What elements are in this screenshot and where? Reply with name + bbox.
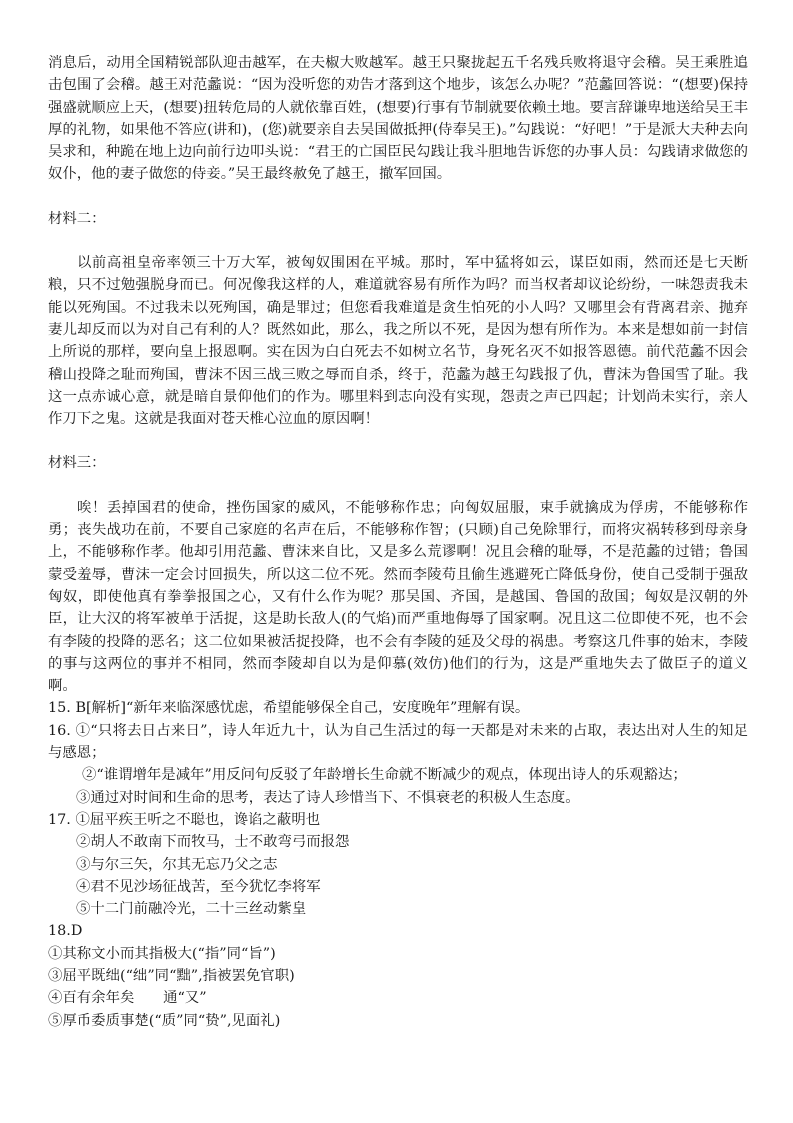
answer-17-part2: ②胡人不敢南下而牧马，士不敢弯弓而报怨 [76, 834, 350, 851]
answer-16-part3: ③通过对时间和生命的思考，表达了诗人珍惜当下、不惧衰老的积极人生态度。 [76, 789, 580, 806]
answer-18-item5: ⑤厚币委质事楚(“质”同“贽”,见面礼) [48, 1012, 281, 1029]
answer-18: 18.D [48, 923, 83, 940]
answer-17-part5: ⑤十二门前融冷光，二十三丝动紫皇 [76, 901, 307, 918]
spacer [48, 230, 748, 252]
material3-heading: 材料三： [48, 455, 106, 472]
material3-body: 唉！丢掉国君的使命，挫伤国家的威风，不能够称作忠；向匈奴屈服，束手就擒成为俘虏，不能够称作勇；丧失战功在前，不要自己家庭的名声在后，不能够称作智；(只顾)自己免除罪行，而将灾祸转移到母亲身上，不能够称作孝。他却引用范蠡、曹沫来自比，又是多么荒谬啊！况且会稽的耻辱，不是范蠡的过错；鲁国蒙受羞辱，曹沫一定会讨回损失，所以这二位不死。然而李陵苟且偷生逃避死亡降低身份，使自己受制于强敌匈奴，即使他真有拳拳报国之心，又有什么作为呢？那吴国、齐国，是越国、鲁国的敌国；匈奴是汉朝的外臣，让大汉的将军被单于活捉，这是助长敌人(的气焰)而严重地侮辱了国家啊。况且这二位即使不死，也不会有李陵的投降的恶名；这二位如果被活捉投降，也不会有李陵的延及父母的祸患。考察这几件事的始末，李陵的事与这两位的事并不相同，然而李陵却自以为是仰慕(效仿)他们的行为，这是严重地失去了做臣子的道义啊。 [48, 499, 748, 695]
spacer [48, 430, 748, 452]
answer-16-part1: 16. ①“只将去日占来日”，诗人年近九十，认为自己生活过的每一天都是对未来的占取，表达出对人生的知足与感恩； [48, 722, 748, 762]
answer-17-part4: ④君不见沙场征战苦，至今犹忆李将军 [76, 878, 321, 895]
answer-18-item1: ①其称文小而其指极大(“指”同“旨”) [48, 945, 276, 962]
material1-tail-paragraph: 消息后，动用全国精锐部队迎击越军，在夫椒大败越军。越王只聚拢起五千名残兵败将退守会稽。吴王乘胜追击包围了会稽。越王对范蠡说：“因为没听您的劝告才落到这个地步，该怎么办呢？”范蠡回答说：“(想要)保持强盛就顺应上天，(想要)扭转危局的人就依靠百姓，(想要)行事有节制就要依赖土地。要言辞谦卑地送给吴王丰厚的礼物，如果他不答应(讲和)，(您)就要亲自去吴国做抵押(侍奉吴王)。”勾践说：“好吧！”于是派大夫种去向吴求和，种跪在地上边向前行边叩头说：“君王的亡国臣民勾践让我斗胆地告诉您的办事人员：勾践请求做您的奴仆，他的妻子做您的侍妾。”吴王最终赦免了越王，撤军回国。 [48, 55, 748, 183]
answer-15: 15. B[解析]“新年来临深感忧虑，希望能够保全自己，安度晚年”理解有误。 [48, 700, 530, 717]
document-page [48, 52, 748, 1032]
answer-18-item3: ③屈平既绌(“绌”同“黜”,指被罢免官职) [48, 967, 295, 984]
answer-17-part3: ③与尔三矢，尔其无忘乃父之志 [76, 856, 278, 873]
material2-body: 以前高祖皇帝率领三十万大军，被匈奴围困在平城。那时，军中猛将如云，谋臣如雨，然而还是七天断粮，只不过勉强脱身而已。何况像我这样的人，难道就容易有所作为吗？而当权者却议论纷纷，一味怨责我未能以死殉国。不过我未以死殉国，确是罪过；但您看我难道是贪生怕死的小人吗？又哪里会有背离君亲、抛弃妻儿却反而以为对自己有利的人？既然如此，那么，我之所以不死，是因为想有所作为。本来是想如前一封信上所说的那样，要向皇上报恩啊。实在因为白白死去不如树立名节，身死名灭不如报答恩德。前代范蠡不因会稽山投降之耻而殉国，曹沫不因三战三败之辱而自杀，终于，范蠡为越王勾践报了仇，曹沫为鲁国雪了耻。我这一点赤诚心意，就是暗自景仰他们的作为。哪里料到志向没有实现，怨责之声已四起；计划尚未实行，亲人作刀下之鬼。这就是我面对苍天椎心泣血的原因啊！ [48, 255, 748, 428]
answer-17-part1: 17. ①屈平疾王听之不聪也，谗谄之蔽明也 [48, 811, 321, 828]
answer-18-item4: ④百有余年矣 通“又” [48, 990, 207, 1007]
spacer [48, 186, 748, 208]
material2-heading: 材料二： [48, 210, 106, 227]
spacer [48, 475, 748, 497]
answer-16-part2: ②“谁谓增年是减年”用反问句反驳了年龄增长生命就不断减少的观点，体现出诗人的乐观豁达； [82, 767, 687, 784]
